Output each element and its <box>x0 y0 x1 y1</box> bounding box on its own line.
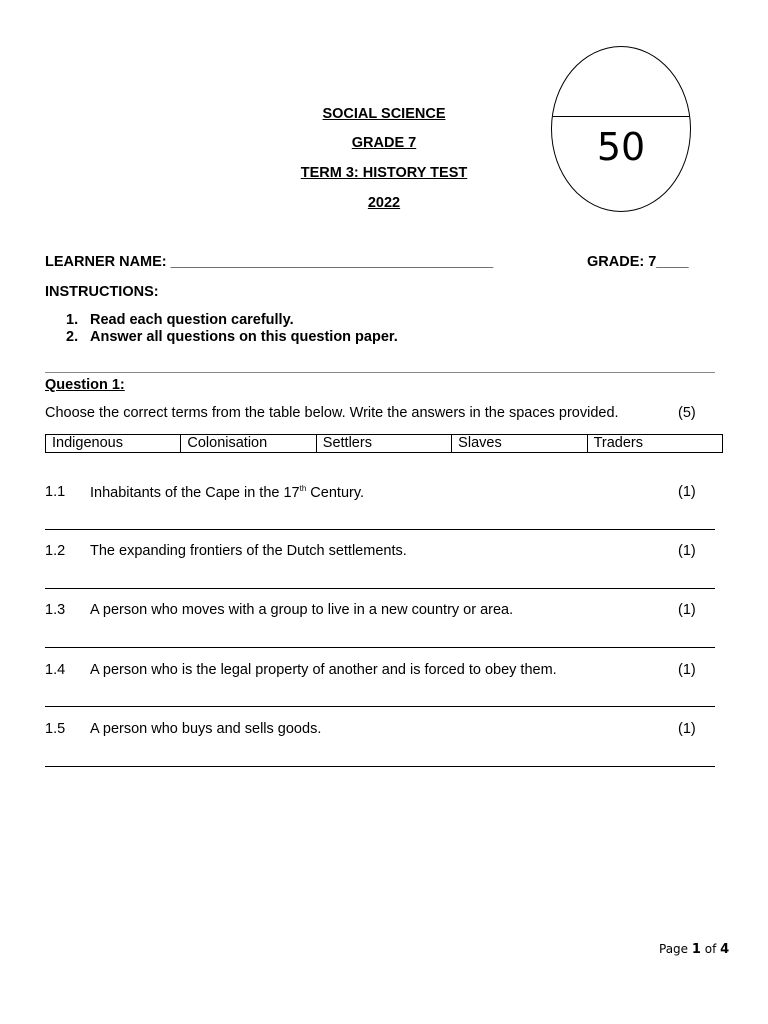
item-marks: (1) <box>678 602 696 618</box>
subject-title: SOCIAL SCIENCE <box>322 106 446 122</box>
answer-line[interactable] <box>45 706 715 707</box>
instructions-title: INSTRUCTIONS: <box>45 284 159 300</box>
term-title: TERM 3: HISTORY TEST <box>300 165 468 181</box>
term-cell: Colonisation <box>181 435 316 453</box>
term-cell: Settlers <box>316 435 451 453</box>
item-marks: (1) <box>678 662 696 678</box>
question-heading: Question 1: <box>45 377 125 393</box>
term-cell: Traders <box>587 435 722 453</box>
question-total-marks: (5) <box>678 405 696 421</box>
item-number: 1.4 <box>45 662 66 678</box>
instruction-number: 1. <box>66 312 79 328</box>
item-marks: (1) <box>678 721 696 737</box>
learner-name-label: LEARNER NAME: ________________________________________ <box>45 254 494 270</box>
item-text: A person who buys and sells goods. <box>90 721 322 737</box>
item-number: 1.3 <box>45 602 66 618</box>
ordinal-superscript: th <box>299 484 307 493</box>
page-current: 1 <box>691 942 701 957</box>
instruction-text: Answer all questions on this question paper. <box>90 329 398 345</box>
item-text <box>90 484 364 501</box>
item-text-part: Century. <box>306 484 365 501</box>
answer-line[interactable] <box>45 647 715 648</box>
item-marks: (1) <box>678 543 696 559</box>
item-text: The expanding frontiers of the Dutch settlements. <box>90 543 407 559</box>
page-number <box>659 942 729 957</box>
item-text: A person who is the legal property of another and is forced to obey them. <box>90 662 557 678</box>
grade-label: GRADE: 7____ <box>587 254 689 270</box>
score-divider <box>552 116 690 117</box>
term-cell: Slaves <box>452 435 587 453</box>
grade-title: GRADE 7 <box>351 135 417 151</box>
score-total: 50 <box>596 125 646 169</box>
question-intro: Choose the correct terms from the table below. Write the answers in the spaces provided. <box>45 405 619 421</box>
section-divider <box>45 372 715 373</box>
terms-table <box>45 434 723 453</box>
year-title: 2022 <box>367 195 401 211</box>
item-number: 1.2 <box>45 543 66 559</box>
instruction-item <box>66 312 294 328</box>
item-text: A person who moves with a group to live in a new country or area. <box>90 602 514 618</box>
answer-line[interactable] <box>45 588 715 589</box>
table-row <box>46 435 723 453</box>
page-of-word: of <box>704 942 717 956</box>
instruction-item <box>66 329 398 345</box>
page-total: 4 <box>720 942 730 957</box>
item-marks: (1) <box>678 484 696 500</box>
term-cell: Indigenous <box>46 435 181 453</box>
item-number: 1.5 <box>45 721 66 737</box>
score-oval <box>551 46 691 212</box>
item-number: 1.1 <box>45 484 66 500</box>
page-word: Page <box>659 942 689 956</box>
answer-line[interactable] <box>45 529 715 530</box>
item-text-part: Inhabitants of the Cape in the 17 <box>90 484 300 501</box>
instruction-text: Read each question carefully. <box>90 312 294 328</box>
instruction-number: 2. <box>66 329 79 345</box>
answer-line[interactable] <box>45 766 715 767</box>
